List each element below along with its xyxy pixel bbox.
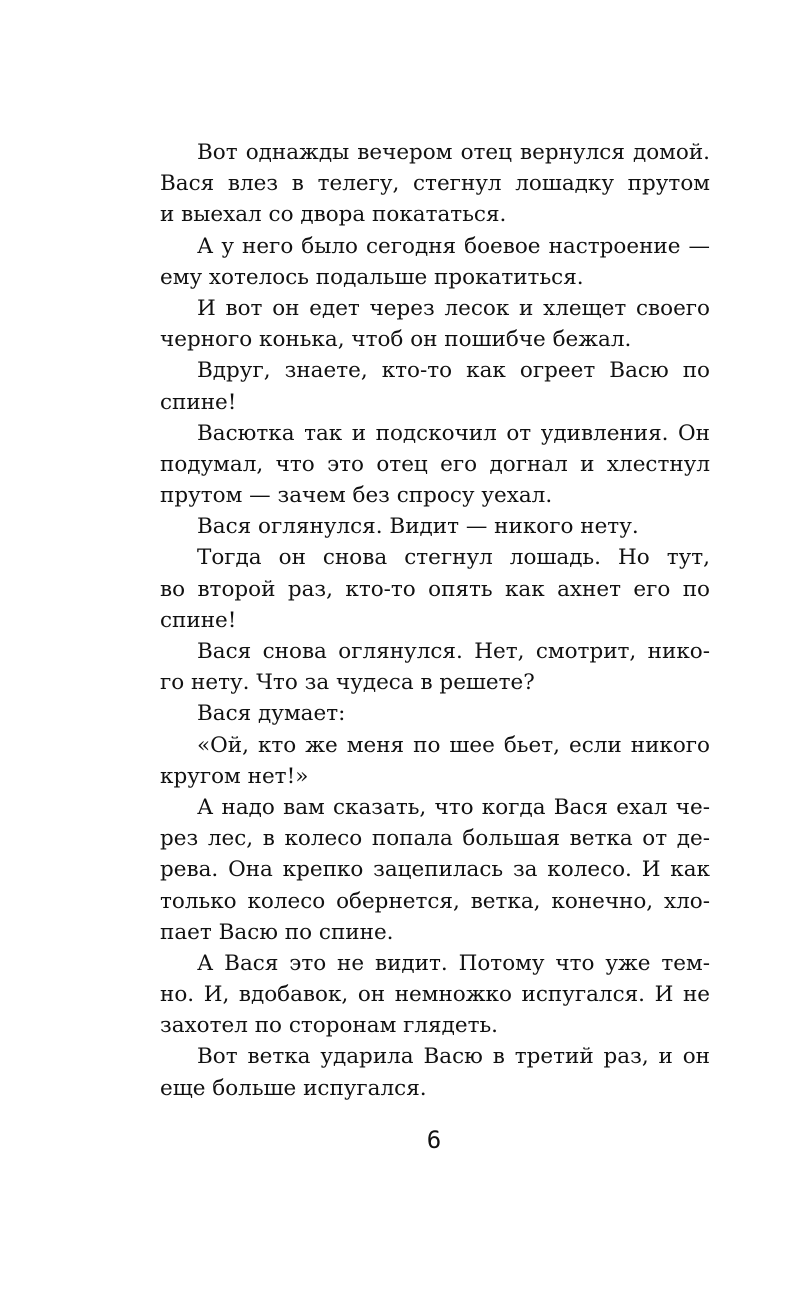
paragraph-first-line: Вот однажды вечером отец вернулся домой.: [197, 140, 710, 165]
paragraph-line: спине!: [160, 389, 237, 415]
paragraph-line: го нету. Что за чудеса в решете?: [160, 670, 535, 696]
paragraph-line: пает Васю по спине.: [160, 919, 394, 945]
paragraph-line: прутом — зачем без спросу уехал.: [160, 483, 553, 509]
paragraph-line: рева. Она крепко зацепилась за колесо. И как: [160, 857, 710, 883]
paragraph-line: подумал, что это отец его догнал и хлестнул: [160, 451, 710, 477]
paragraph-line: и выехал со двора покататься.: [160, 202, 507, 228]
page-number: 6: [426, 1126, 442, 1154]
paragraph-first-line: Вдруг, знаете, кто-то как огреет Васю по: [197, 358, 710, 384]
paragraph-first-line: Вася думает:: [197, 701, 346, 727]
paragraph-line: только колесо обернется, ветка, конечно, хло-: [160, 888, 710, 914]
paragraph-first-line: А Вася это не видит. Потому что уже тем-: [197, 950, 710, 976]
paragraph-line: во второй раз, кто-то опять как ахнет его по: [160, 576, 710, 602]
paragraph-first-line: А у него было сегодня боевое настроение —: [197, 233, 710, 259]
paragraph-line: еще больше испугался.: [160, 1075, 427, 1101]
paragraph-line: но. И, вдобавок, он немножко испугался. И не: [160, 982, 710, 1008]
body-text: [160, 137, 710, 1104]
paragraph-first-line: А надо вам сказать, что когда Вася ехал че-: [197, 794, 710, 820]
paragraph-first-line: Тогда он снова стегнул лошадь. Но тут,: [197, 545, 710, 571]
paragraph-first-line: Вася оглянулся. Видит — никого нету.: [197, 514, 639, 540]
paragraph-first-line: Вот ветка ударила Васю в третий раз, и он: [197, 1044, 710, 1070]
paragraph-line: захотел по сторонам глядеть.: [160, 1013, 499, 1039]
paragraph-line: спине!: [160, 607, 237, 633]
paragraph-line: Вася влез в телегу, стегнул лошадку прутом: [160, 171, 710, 197]
paragraph-first-line: «Ой, кто же меня по шее бьет, если никого: [197, 732, 710, 758]
paragraph-line: ему хотелось подальше прокатиться.: [160, 264, 584, 290]
paragraph-first-line: И вот он едет через лесок и хлещет своего: [197, 295, 710, 321]
paragraph-line: кругом нет!»: [160, 763, 309, 789]
paragraph-line: рез лес, в колесо попала большая ветка от де-: [160, 826, 710, 852]
paragraph-line: черного конька, чтоб он пошибче бежал.: [160, 327, 632, 353]
paragraph-first-line: Васютка так и подскочил от удивления. Он: [197, 420, 710, 446]
paragraph-first-line: Вася снова оглянулся. Нет, смотрит, нико-: [197, 639, 710, 664]
